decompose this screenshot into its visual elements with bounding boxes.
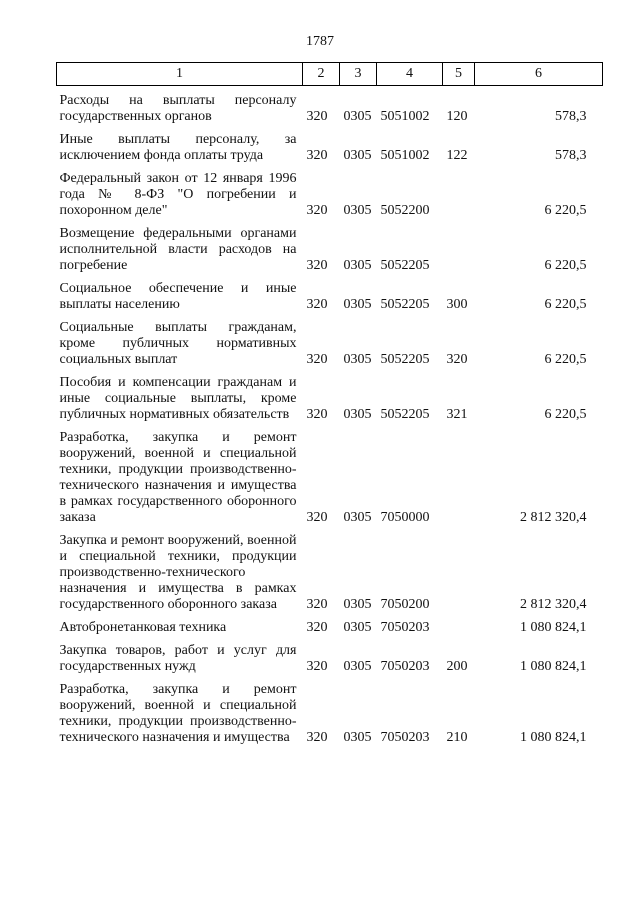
row-code-5: 120	[446, 109, 468, 124]
row-amount: 6 220,5	[544, 352, 587, 367]
row-code-4: 5052205	[380, 297, 430, 312]
table-row	[57, 675, 603, 746]
row-code-4: 5051002	[380, 109, 430, 124]
row-code-4: 5052205	[380, 407, 430, 422]
row-code-2: 320	[306, 203, 328, 218]
header-cell-4: 4	[377, 63, 443, 86]
table-row	[57, 274, 603, 313]
table-row	[57, 86, 603, 126]
header-cell-2: 2	[303, 63, 340, 86]
row-name: Иные выплаты персоналу, за исключением фонда оплаты труда	[59, 132, 297, 163]
row-code-2: 320	[306, 730, 328, 745]
row-code-2: 320	[306, 297, 328, 312]
table-row	[57, 219, 603, 274]
row-code-2: 320	[306, 659, 328, 674]
row-name: Закупка и ремонт вооружений, военной и специальной техники, продукции производственно-технического назначения и имущества в рамках государственного оборонного заказа	[59, 533, 297, 612]
row-code-2: 320	[306, 109, 328, 124]
row-code-5: 210	[446, 730, 468, 745]
row-code-5: 320	[446, 352, 468, 367]
row-name: Социальное обеспечение и иные выплаты населению	[59, 281, 297, 312]
row-amount: 6 220,5	[544, 297, 587, 312]
row-code-3: 0305	[343, 297, 372, 312]
row-code-4: 7050000	[380, 510, 430, 525]
row-code-3: 0305	[343, 109, 372, 124]
table-row	[57, 423, 603, 526]
row-name: Социальные выплаты гражданам, кроме публичных нормативных социальных выплат	[59, 320, 297, 367]
page-number: 1787	[306, 34, 334, 49]
row-amount: 1 080 824,1	[520, 730, 587, 745]
table-header-row	[57, 63, 603, 86]
row-code-5	[443, 219, 475, 274]
row-amount: 2 812 320,4	[520, 597, 587, 612]
row-code-3: 0305	[343, 620, 372, 635]
row-amount: 6 220,5	[544, 407, 587, 422]
row-code-3: 0305	[343, 407, 372, 422]
row-name: Пособия и компенсации гражданам и иные социальные выплаты, кроме публичных нормативных обязательств	[59, 375, 297, 422]
table-row	[57, 368, 603, 423]
row-code-3: 0305	[343, 597, 372, 612]
row-code-5	[443, 613, 475, 636]
row-code-3: 0305	[343, 510, 372, 525]
row-name: Разработка, закупка и ремонт вооружений, военной и специальной техники, продукции производственно-технического назначения и имущества в рамках государственного оборонного заказа	[59, 430, 297, 525]
table-row	[57, 526, 603, 613]
row-code-4: 5052205	[380, 352, 430, 367]
row-code-3: 0305	[343, 730, 372, 745]
row-code-5: 321	[446, 407, 468, 422]
row-amount: 578,3	[555, 109, 587, 124]
row-code-2: 320	[306, 148, 328, 163]
row-code-3: 0305	[343, 148, 372, 163]
table-row	[57, 636, 603, 675]
row-name: Расходы на выплаты персоналу государственных органов	[59, 93, 297, 124]
row-amount: 6 220,5	[544, 203, 587, 218]
table-row	[57, 164, 603, 219]
row-amount: 578,3	[555, 148, 587, 163]
row-code-4: 5052205	[380, 258, 430, 273]
header-cell-3: 3	[340, 63, 377, 86]
row-code-2: 320	[306, 510, 328, 525]
row-code-4: 7050203	[380, 659, 430, 674]
row-name: Возмещение федеральными органами исполнительной власти расходов на погребение	[59, 226, 297, 273]
row-name: Разработка, закупка и ремонт вооружений, военной и специальной техники, продукции производственно-технического назначения и имущества	[59, 682, 297, 745]
row-code-4: 5051002	[380, 148, 430, 163]
row-name: Федеральный закон от 12 января 1996 года № 8-ФЗ "О погребении и похоронном деле"	[59, 171, 297, 218]
row-code-3: 0305	[343, 352, 372, 367]
row-code-2: 320	[306, 258, 328, 273]
row-code-5	[443, 526, 475, 613]
row-code-5	[443, 423, 475, 526]
table-row	[57, 313, 603, 368]
row-code-3: 0305	[343, 659, 372, 674]
row-amount: 1 080 824,1	[520, 620, 587, 635]
row-amount: 6 220,5	[544, 258, 587, 273]
row-code-4: 7050200	[380, 597, 430, 612]
row-code-4: 7050203	[380, 620, 430, 635]
row-code-4: 5052200	[380, 203, 430, 218]
budget-table	[56, 62, 603, 746]
row-code-2: 320	[306, 597, 328, 612]
row-code-3: 0305	[343, 258, 372, 273]
table-row	[57, 613, 603, 636]
table-row	[57, 125, 603, 164]
header-cell-6: 6	[475, 63, 603, 86]
row-code-5	[443, 164, 475, 219]
row-code-2: 320	[306, 620, 328, 635]
row-name: Закупка товаров, работ и услуг для государственных нужд	[59, 643, 297, 674]
row-code-2: 320	[306, 407, 328, 422]
row-amount: 1 080 824,1	[520, 659, 587, 674]
row-amount: 2 812 320,4	[520, 510, 587, 525]
row-code-3: 0305	[343, 203, 372, 218]
header-cell-5: 5	[443, 63, 475, 86]
row-code-5: 200	[446, 659, 468, 674]
row-code-2: 320	[306, 352, 328, 367]
row-name: Автобронетанковая техника	[59, 620, 227, 635]
header-cell-1: 1	[57, 63, 303, 86]
row-code-5: 122	[446, 148, 468, 163]
row-code-4: 7050203	[380, 730, 430, 745]
row-code-5: 300	[446, 297, 468, 312]
